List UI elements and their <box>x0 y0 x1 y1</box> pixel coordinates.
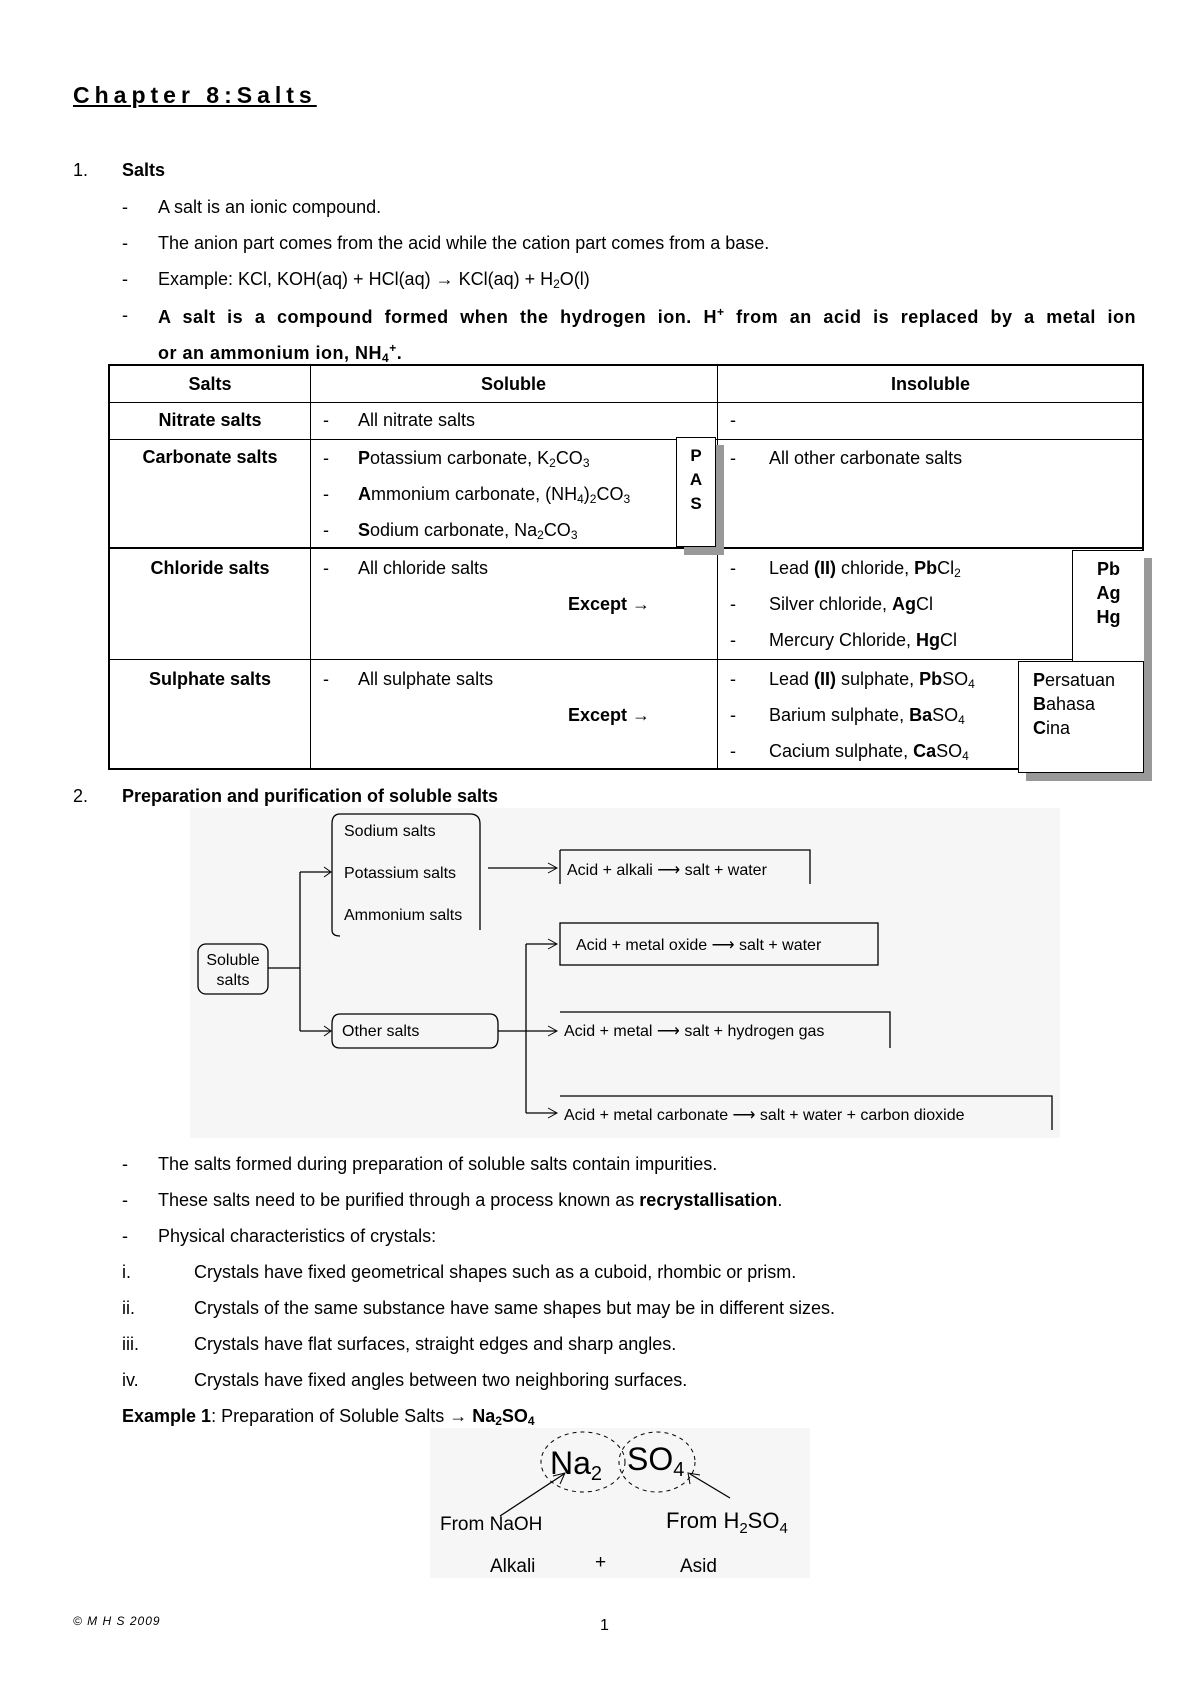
group1-item-2: Potassium salts <box>344 865 457 882</box>
soluble-salts-diagram <box>190 808 1060 1138</box>
bullet-dash: - <box>122 305 128 325</box>
section1-bullet-3: Example: KCl, $KOH(aq) + HCl(aq) \to KCl(aq) + H_2O(l)$ <box>158 269 590 291</box>
roman-text-4: Crystals have fixed angles between two neighboring surfaces. <box>194 1370 688 1390</box>
section2-bullet-3: Physical characteristics of crystals: <box>158 1226 437 1246</box>
bullet-dash: - <box>122 233 128 253</box>
group2-reaction-3: Acid + metal carbonate ⟶ salt + water + carbon dioxide <box>564 1107 965 1124</box>
chloride-except: Except → <box>568 594 651 614</box>
section1-title: Salts <box>122 160 166 180</box>
na2so4-example-diagram <box>430 1428 810 1578</box>
pb-ag-hg-mnemonic-box: Pb Ag Hg <box>1072 550 1144 662</box>
diagram-root-line1: Soluble <box>206 952 260 969</box>
section2-bullet-2: These salts need to be purified through a process known as recrystallisation. <box>158 1190 783 1210</box>
section2-number: 2. <box>73 786 89 806</box>
section2-bullet-1: The salts formed during preparation of soluble salts contain impurities. <box>158 1154 718 1174</box>
section1-number: 1. <box>73 160 89 180</box>
alkali-label: Alkali <box>490 1556 536 1577</box>
from-naoh-label: From NaOH <box>440 1514 543 1535</box>
section1-bullet-4-line2: or an ammonium ion, $NH_4^+$. <box>158 341 403 365</box>
section1-bullet-2: The anion part comes from the acid while the cation part comes from a base. <box>158 233 770 253</box>
acid-label: Asid <box>680 1556 717 1577</box>
from-h2so4-label: From $H_2SO_4$ <box>666 1508 788 1537</box>
roman-text-2: Crystals of the same substance have same shapes but may be in different sizes. <box>194 1298 835 1318</box>
roman-num-2: ii. <box>122 1298 135 1318</box>
bullet-dash: - <box>122 197 128 217</box>
carbonate-soluble-3: Sodium carbonate, $Na_2CO_3$ <box>358 520 578 542</box>
salt-carbonate: Carbonate salts <box>142 447 278 467</box>
chloride-soluble: All chloride salts <box>358 558 489 578</box>
roman-text-3: Crystals have flat surfaces, straight edges and sharp angles. <box>194 1334 677 1354</box>
chloride-insoluble-3: Mercury Chloride, HgCl <box>769 630 958 650</box>
section1-bullet-4-line1: A salt is a compound formed when the hydrogen ion. H+ from an acid is replaced by a metal ion <box>158 305 1136 327</box>
nitrate-soluble: All nitrate salts <box>358 410 476 430</box>
sulphate-insoluble-1: Lead (II) sulphate, PbSO$_4$ <box>769 669 975 691</box>
roman-text-1: Crystals have fixed geometrical shapes such as a cuboid, rhombic or prism. <box>194 1262 797 1282</box>
group1-item-1: Sodium salts <box>344 823 436 840</box>
roman-num-3: iii. <box>122 1334 139 1354</box>
salt-sulphate: Sulphate salts <box>148 669 272 689</box>
chloride-insoluble-2: Silver chloride, AgCl <box>769 594 934 614</box>
bullet-dash: - <box>122 1190 128 1210</box>
plus-sign: + <box>595 1552 607 1573</box>
salt-nitrate: Nitrate salts <box>158 410 262 430</box>
carbonate-insoluble: All other carbonate salts <box>769 448 963 468</box>
carbonate-soluble-2: Ammonium carbonate, $(NH_4)_2CO_3$ <box>358 484 631 506</box>
formula-right: SO4 <box>627 1441 685 1481</box>
header-insoluble: Insoluble <box>890 374 970 394</box>
section1-bullet-1: A salt is an ionic compound. <box>158 197 382 217</box>
roman-num-1: i. <box>122 1262 131 1282</box>
bullet-dash: - <box>122 269 128 289</box>
page-number: 1 <box>600 1617 609 1634</box>
bullet-dash: - <box>122 1226 128 1246</box>
group2-reaction-2: Acid + metal ⟶ salt + hydrogen gas <box>564 1023 825 1040</box>
chloride-insoluble-1: Lead (II) chloride, PbCl$_2$ <box>769 558 961 580</box>
chapter-title: Chapter 8:Salts <box>73 82 317 108</box>
sulphate-insoluble-3: Cacium sulphate, CaSO$_4$ <box>769 741 969 763</box>
nitrate-insoluble: - <box>730 410 736 430</box>
group2-label: Other salts <box>342 1023 420 1040</box>
sulphate-except: Except → <box>568 705 651 725</box>
diagram-root-line2: salts <box>216 972 250 989</box>
copyright-footer: © M H S 2009 <box>73 1614 161 1628</box>
salts-solubility-table: Salts Soluble Insoluble Nitrate salts - All nitrate salts - Carbonate salts - Potassium carbonate, $K_2CO_3$ - Ammonium carbonate, $(NH_4)_2CO_3$ - Sodium carbonate, $Na_2CO_3$ - All other carbonate salts Chloride salts - All chloride salts Except → - Lead (II) chloride, PbCl$_2$ - Silver chloride, AgCl - Mercury Chloride, HgCl Sulphate salts - All sulphate salts Except → - Lead (II) sulphate, PbSO$_4$ - Barium sulphate, BaSO$_4$ - Cacium sulphate, CaSO$_4$ <box>108 364 1144 770</box>
carbonate-soluble-1: Potassium carbonate, $K_2CO_3$ <box>358 448 590 470</box>
header-salts: Salts <box>188 374 232 394</box>
salt-chloride: Chloride salts <box>150 558 270 578</box>
example-1-heading: Example 1: Preparation of Soluble Salts → $Na_2SO_4$ <box>122 1406 535 1428</box>
bullet-dash: - <box>122 1154 128 1174</box>
header-soluble: Soluble <box>480 374 546 394</box>
pas-mnemonic-box: P A S <box>676 437 716 547</box>
formula-left: Na2 <box>550 1445 603 1485</box>
roman-num-4: iv. <box>122 1370 139 1390</box>
sulphate-soluble: All sulphate salts <box>358 669 494 689</box>
pbc-mnemonic-box: Persatuan Bahasa Cina <box>1018 661 1144 773</box>
group2-reaction-1: Acid + metal oxide ⟶ salt + water <box>576 937 822 954</box>
group1-reaction: Acid + alkali ⟶ salt + water <box>567 862 767 879</box>
group1-item-3: Ammonium salts <box>344 907 463 924</box>
section2-title: Preparation and purification of soluble salts <box>122 786 499 806</box>
sulphate-insoluble-2: Barium sulphate, BaSO$_4$ <box>769 705 965 727</box>
